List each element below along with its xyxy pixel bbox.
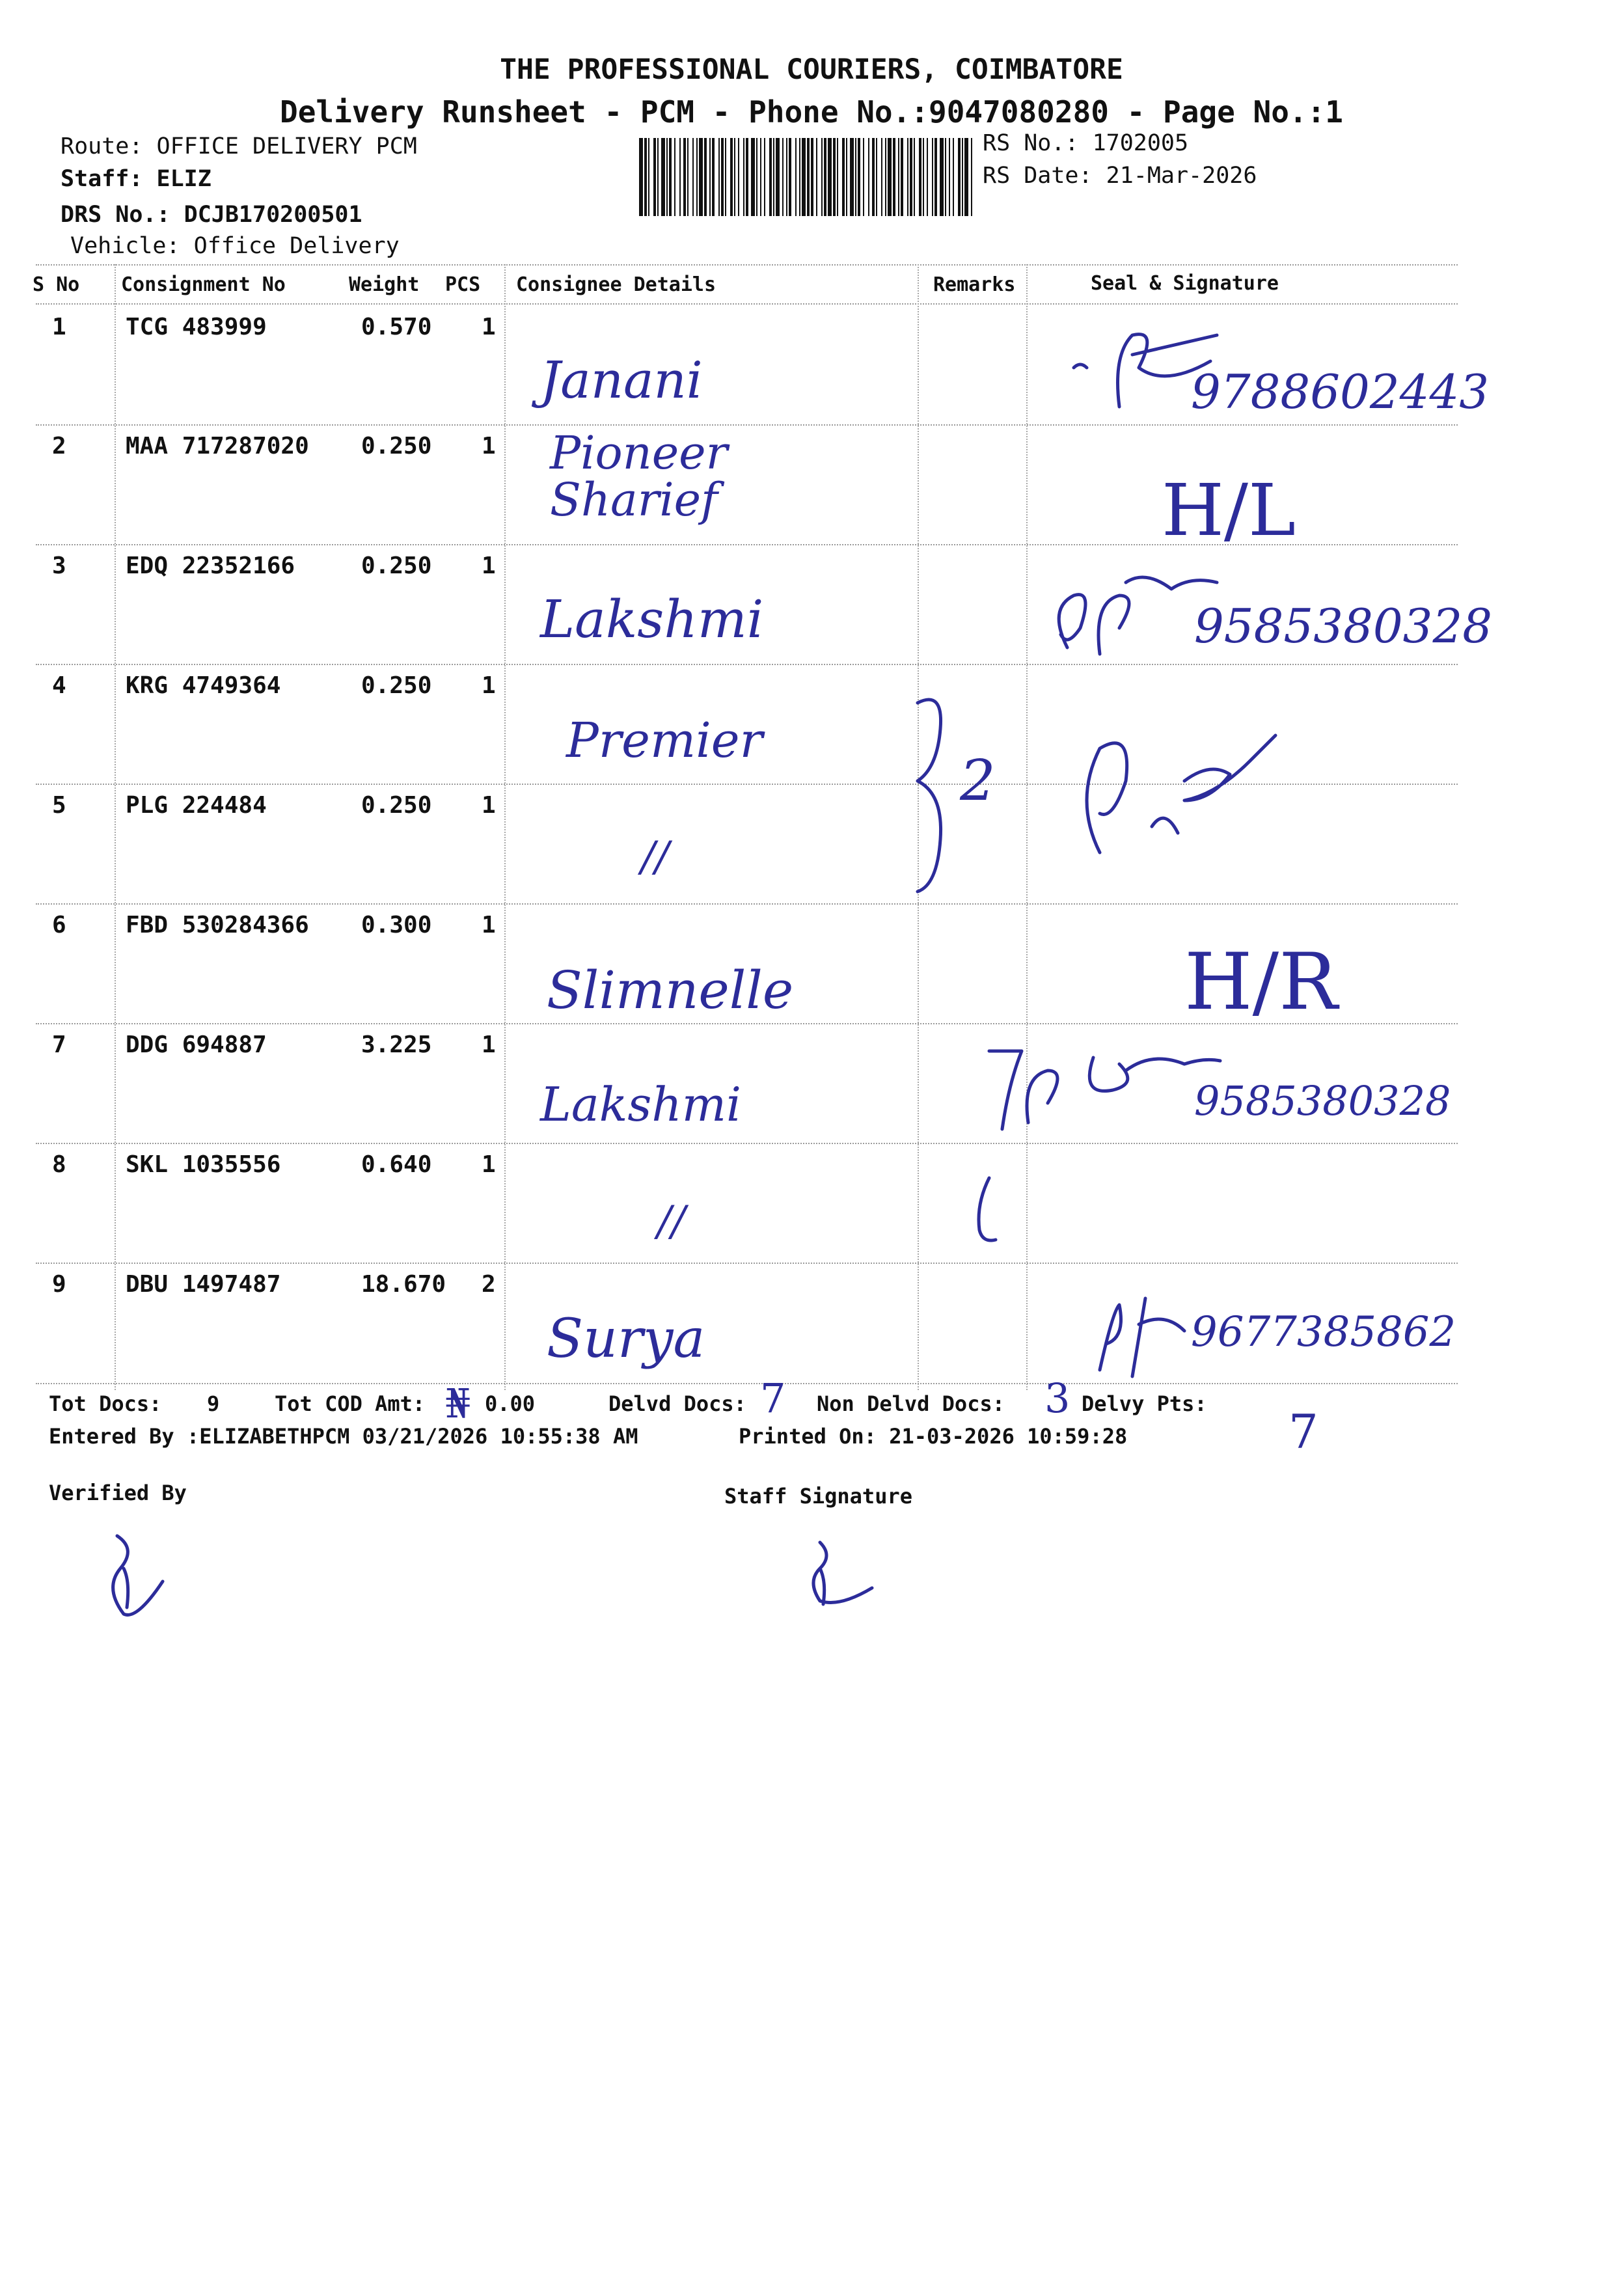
col-header-remarks: Remarks: [933, 273, 1016, 296]
row-sno: 9: [52, 1271, 66, 1298]
row-sno: 5: [52, 792, 66, 819]
signature-mark: [970, 1165, 1022, 1250]
route-label: Route: OFFICE DELIVERY PCM: [61, 133, 417, 159]
entered-by: Entered By :ELIZABETHPCM 03/21/2026 10:55:38 AM: [49, 1424, 638, 1449]
handwritten-consignee: Lakshmi: [540, 1077, 741, 1132]
drs-number: DRS No.: DCJB170200501: [61, 202, 362, 228]
col-header-seal-signature: Seal & Signature: [1091, 272, 1279, 295]
verified-by-label: Verified By: [49, 1481, 187, 1505]
non-delvd-hand: 3: [1044, 1374, 1071, 1422]
row-sno: 7: [52, 1032, 66, 1058]
signature-mark: [1074, 1285, 1204, 1396]
row-consignment: PLG 224484: [126, 792, 267, 819]
staff-signature: [794, 1529, 885, 1614]
signature-phone: 9677385862: [1191, 1308, 1456, 1356]
row-consignment: SKL 1035556: [126, 1151, 281, 1178]
row-sno: 8: [52, 1151, 66, 1178]
table-bottom-rule: [36, 1383, 1458, 1384]
row-pcs: 1: [482, 1151, 496, 1178]
staff-label: Staff: ELIZ: [61, 166, 211, 192]
non-delvd-label: Non Delvd Docs:: [817, 1391, 1005, 1416]
col-header-pcs: PCS: [445, 273, 481, 296]
row-consignment: MAA 717287020: [126, 433, 309, 459]
handwritten-consignee: //: [641, 833, 670, 881]
col-header-consignee: Consignee Details: [516, 273, 716, 296]
signature-phone: 9585380328: [1194, 1077, 1451, 1125]
row-weight: 0.250: [361, 553, 432, 579]
rupee-hand-mark: ₦: [445, 1380, 471, 1427]
row-rule: [36, 1263, 1458, 1264]
col-header-weight: Weight: [349, 273, 420, 296]
row-weight: 3.225: [361, 1032, 432, 1058]
row-pcs: 1: [482, 314, 496, 340]
row-consignment: FBD 530284366: [126, 912, 309, 938]
handwritten-consignee: Janani: [540, 351, 703, 410]
signature-hl: H/L: [1162, 469, 1296, 552]
tot-docs-label: Tot Docs:: [49, 1391, 162, 1416]
row-pcs: 2: [482, 1271, 496, 1298]
row-pcs: 1: [482, 792, 496, 819]
signature-mark: [976, 1032, 1223, 1142]
delvd-docs-hand: 7: [760, 1374, 786, 1422]
printed-on: Printed On: 21-03-2026 10:59:28: [739, 1424, 1128, 1449]
row-weight: 0.300: [361, 912, 432, 938]
row-consignment: EDQ 22352166: [126, 553, 295, 579]
handwritten-consignee: Surya: [547, 1308, 705, 1370]
row-pcs: 1: [482, 912, 496, 938]
handwritten-consignee: Pioneer Sharief: [550, 426, 728, 526]
handwritten-consignee: Lakshmi: [540, 589, 764, 649]
row-sno: 4: [52, 672, 66, 699]
col-header-consignment: Consignment No: [121, 273, 286, 296]
signature-mark: [1061, 722, 1399, 866]
col-header-sno: S No: [33, 273, 80, 296]
table-top-rule: [36, 264, 1458, 266]
tot-docs-value: 9: [207, 1391, 220, 1416]
row-sno: 6: [52, 912, 66, 938]
delvd-docs-label: Delvd Docs:: [608, 1391, 746, 1416]
row-weight: 0.250: [361, 433, 432, 459]
tot-cod-label: Tot COD Amt:: [275, 1391, 426, 1416]
row-sno: 3: [52, 553, 66, 579]
delvy-pts-hand: 7: [1289, 1404, 1318, 1459]
row-weight: 0.570: [361, 314, 432, 340]
vehicle-label: Vehicle: Office Delivery: [70, 233, 400, 259]
row-pcs: 1: [482, 672, 496, 699]
col-rule: [115, 264, 116, 1390]
row-rule: [36, 903, 1458, 905]
row-consignment: TCG 483999: [126, 314, 267, 340]
row-consignment: KRG 4749364: [126, 672, 281, 699]
delvy-pts-label: Delvy Pts:: [1082, 1391, 1207, 1416]
row-weight: 0.250: [361, 792, 432, 819]
signature-phone: 9585380328: [1194, 599, 1493, 653]
runsheet-subtitle: Delivery Runsheet - PCM - Phone No.:9047080280 - Page No.:1: [280, 94, 1343, 130]
row-consignment: DBU 1497487: [126, 1271, 281, 1298]
barcode: [638, 138, 976, 216]
row-pcs: 1: [482, 1032, 496, 1058]
row-sno: 1: [52, 314, 66, 340]
signature-phone: 9788602443: [1191, 364, 1490, 419]
row-sno: 2: [52, 433, 66, 459]
handwritten-consignee: //: [657, 1197, 686, 1246]
table-header-rule: [36, 303, 1458, 305]
row-consignment: DDG 694887: [126, 1032, 267, 1058]
rs-number: RS No.: 1702005: [983, 130, 1189, 156]
row-pcs: 1: [482, 553, 496, 579]
row-rule: [36, 424, 1458, 426]
rs-date: RS Date: 21-Mar-2026: [983, 163, 1257, 189]
verified-signature: [98, 1523, 182, 1627]
handwritten-consignee: Premier: [566, 713, 763, 769]
handwritten-consignee: Slimnelle: [547, 960, 794, 1020]
row-rule: [36, 1143, 1458, 1144]
company-title: THE PROFESSIONAL COURIERS, COIMBATORE: [500, 53, 1123, 86]
signature-hr: H/R: [1184, 937, 1338, 1028]
tot-cod-value: 0.00: [485, 1391, 536, 1416]
row-pcs: 1: [482, 433, 496, 459]
row-rule: [36, 664, 1458, 665]
row-weight: 18.670: [361, 1271, 446, 1298]
row-weight: 0.250: [361, 672, 432, 699]
remarks-handwritten: 2: [960, 748, 996, 813]
row-weight: 0.640: [361, 1151, 432, 1178]
staff-signature-label: Staff Signature: [724, 1484, 912, 1509]
col-rule: [504, 264, 506, 1390]
